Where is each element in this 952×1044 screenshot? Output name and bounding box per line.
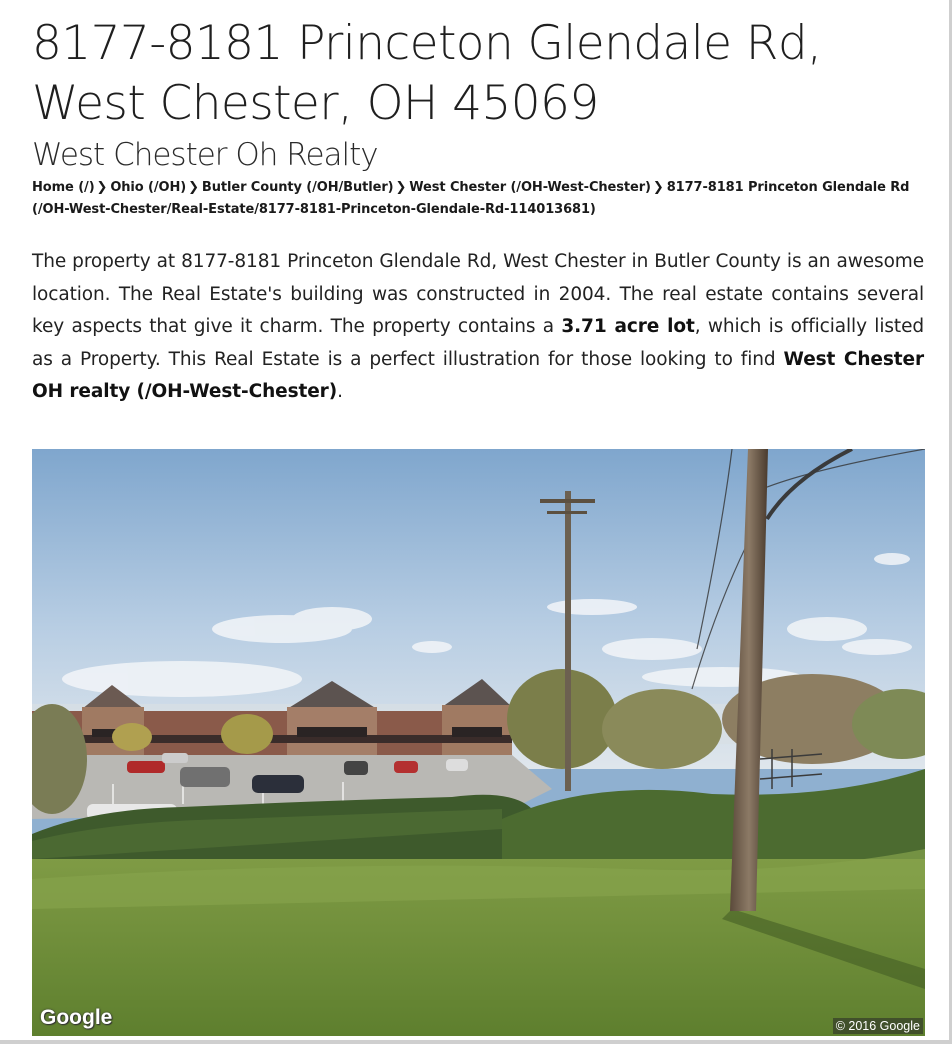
breadcrumb-west-chester[interactable]: West Chester (/OH-West-Chester)	[409, 180, 651, 195]
listing-subtitle: West Chester Oh Realty	[32, 137, 378, 173]
lot-size: 3.71 acre lot	[561, 316, 695, 337]
street-view-photo[interactable]	[32, 449, 925, 1036]
description-part-3: .	[337, 381, 343, 402]
google-logo: Google	[40, 1006, 113, 1029]
breadcrumb	[32, 177, 924, 221]
west-chester-realty-link[interactable]: West Chester OH realty (/OH-West-Chester)	[32, 348, 924, 402]
breadcrumb-ohio[interactable]: Ohio (/OH)	[110, 180, 187, 195]
chevron-right-icon: ❯	[395, 180, 407, 195]
listing-content	[32, 14, 924, 427]
listing-title: 8177-8181 Princeton Glendale Rd, West Chester, OH 45069	[32, 16, 822, 131]
description-part-2: , which is officially listed as a Property. This Real Estate is a perfect illustration for those looking to find	[32, 316, 925, 370]
breadcrumb-butler-county[interactable]: Butler County (/OH/Butler)	[201, 180, 394, 195]
property-description	[32, 246, 924, 409]
chevron-right-icon: ❯	[652, 180, 664, 195]
chevron-right-icon: ❯	[96, 180, 108, 195]
street-view-image	[32, 449, 925, 1036]
breadcrumb-home[interactable]: Home (/)	[32, 180, 95, 195]
breadcrumb-current-property[interactable]: 8177-8181 Princeton Glendale Rd (/OH-West-Chester/Real-Estate/8177-8181-Princeton-Glendale-Rd-114013681)	[32, 180, 910, 217]
chevron-right-icon: ❯	[188, 180, 199, 195]
google-copyright: © 2016 Google	[833, 1018, 923, 1034]
description-part-1: The property at 8177-8181 Princeton Glendale Rd, West Chester in Butler County is an awesome location. The Real Estate's building was constructed in 2004. The real estate contains several key aspects that give it charm. The property contains a	[32, 251, 924, 337]
